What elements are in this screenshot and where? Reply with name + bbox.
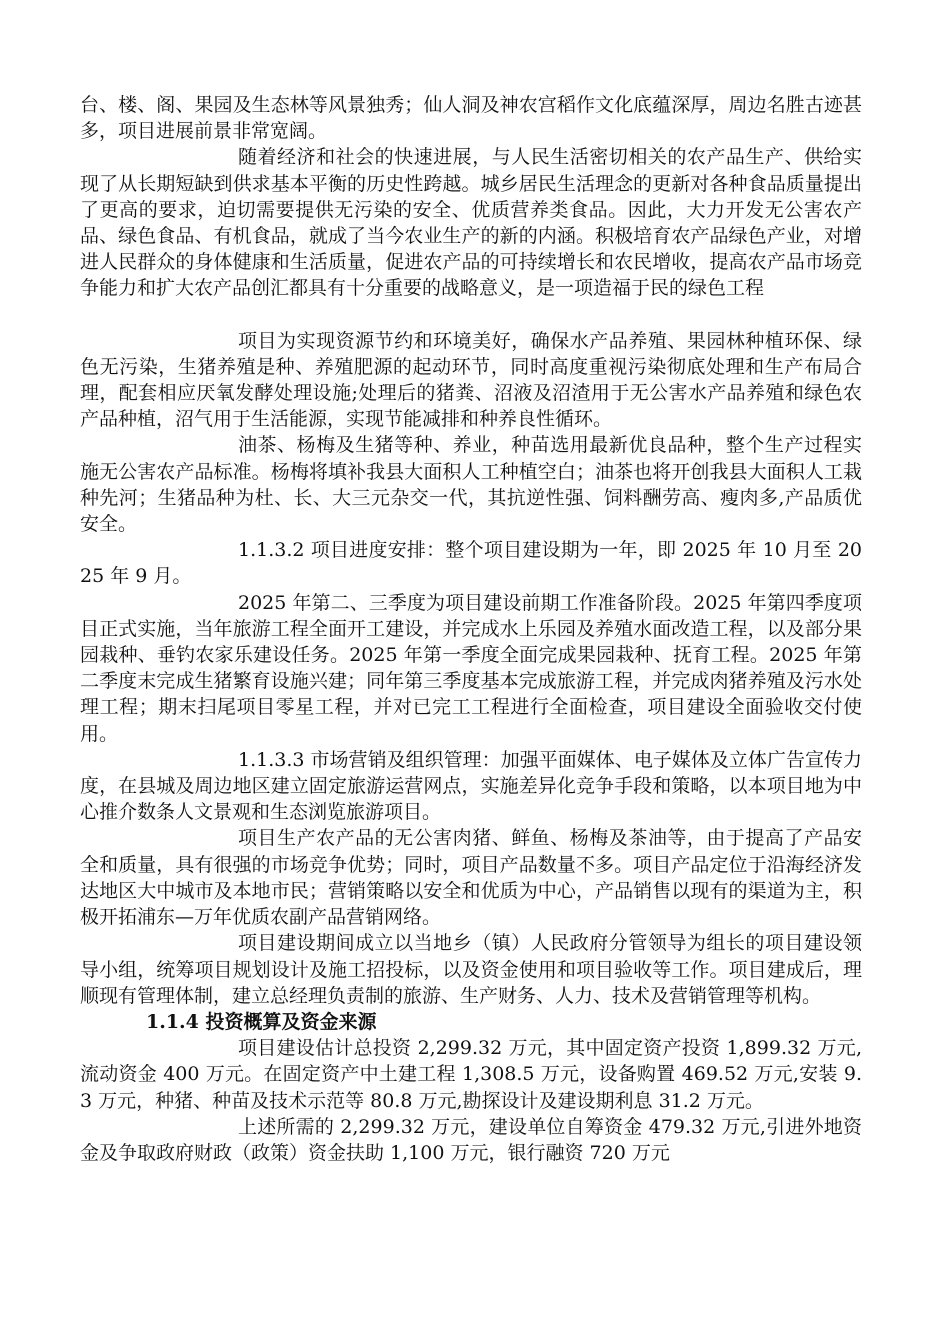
document-page — [80, 92, 862, 1166]
paragraph-scenery: 台、楼、阁、果园及生态林等风景独秀；仙人洞及神农宫稻作文化底蕴深厚，周边名胜古迹甚多，项目进展前景非常宽阔。 — [80, 94, 862, 143]
paragraph-management: 项目建设期间成立以当地乡（镇）人民政府分管领导为组长的项目建设领导小组，统筹项目规划设计及施工招投标，以及资金使用和项目验收等工作。项目建成后，理顺现有管理体制，建立总经理负责制的旅游、生产财务、人力、技术及营销管理等机构。 — [80, 932, 862, 1007]
paragraph-funding: 上述所需的 2,299.32 万元，建设单位自筹资金 479.32 万元,引进外地资金及争取政府财政（政策）资金扶助 1,100 万元，银行融资 720 万元 — [80, 1115, 862, 1164]
paragraph-schedule-detail: 2025 年第二、三季度为项目建设前期工作准备阶段。2025 年第四季度项目正式实施，当年旅游工程全面开工建设，并完成水上乐园及养殖水面改造工程，以及部分果园栽种、垂钓农家乐建设任务。2025 年第一季度全面完成果园栽种、抚育工程。2025 年第二季度末完成生猪繁育设施兴建；同年第三季度基本完成旅游工程，并完成肉猪养殖及污水处理工程；期末扫尾项目零星工程，并对已完工工程进行全面检查，项目建设全面验收交付使用。 — [80, 591, 862, 745]
paragraph-environmental-protection: 项目为实现资源节约和环境美好，确保水产品养殖、果园林种植环保、绿色无污染，生猪养殖是种、养殖肥源的起动环节，同时高度重视污染彻底处理和生产布局合理，配套相应厌氧发酵处理设施;处理后的猪粪、沼液及沼渣用于无公害水产品养殖和绿色农产品种植，沼气用于生活能源，实现节能减排和种养良性循环。 — [80, 329, 862, 431]
paragraph-investment: 项目建设估计总投资 2,299.32 万元，其中固定资产投资 1,899.32 万元,流动资金 400 万元。在固定资产中土建工程 1,308.5 万元，设备购置 469.52 万元,安装 9.3 万元，种猪、种苗及技术示范等 80.8 万元,勘探设计及建设期利息 31.2 万元。 — [80, 1037, 862, 1112]
paragraph-green-agriculture: 随着经济和社会的快速进展，与人民生活密切相关的农产品生产、供给实现了从长期短缺到供求基本平衡的历史性跨越。城乡居民生活理念的更新对各种食品质量提出了更高的要求，迫切需要提供无污染的安全、优质营养类食品。因此，大力开发无公害农产品、绿色食品、有机食品，就成了当今农业生产的新的内涵。积极培育农产品绿色产业，对增进人民群众的身体健康和生活质量，促进农产品的可持续增长和农民增收，提高农产品市场竞争能力和扩大农产品创汇都具有十分重要的战略意义，是一项造福于民的绿色工程 — [80, 146, 862, 300]
paragraph-varieties: 油茶、杨梅及生猪等种、养业，种苗选用最新优良品种，整个生产过程实施无公害农产品标准。杨梅将填补我县大面积人工种植空白；油茶也将开创我县大面积人工栽种先河；生猪品种为杜、长、大三元杂交一代，其抗逆性强、饲料酬劳高、瘦肉多,产品质优安全。 — [80, 434, 862, 536]
paragraph-marketing: 1.1.3.3 市场营销及组织管理：加强平面媒体、电子媒体及立体广告宣传力度，在县城及周边地区建立固定旅游运营网点，实施差异化竞争手段和策略，以本项目地为中心推介数条人文景观和生态浏览旅游项目。 — [80, 748, 862, 824]
section-heading: 1.1.4 投资概算及资金来源 — [146, 1010, 377, 1033]
paragraph-products: 项目生产农产品的无公害肉猪、鲜鱼、杨梅及茶油等，由于提高了产品安全和质量，具有很强的市场竞争优势；同时，项目产品数量不多。项目产品定位于沿海经济发达地区大中城市及本地市民；营销策略以安全和优质为中心，产品销售以现有的渠道为主，积极开拓浦东—万年优质农副产品营销网络。 — [80, 827, 862, 929]
paragraph-schedule: 1.1.3.2 项目进度安排：整个项目建设期为一年，即 2025 年 10 月至 2025 年 9 月。 — [80, 539, 862, 588]
